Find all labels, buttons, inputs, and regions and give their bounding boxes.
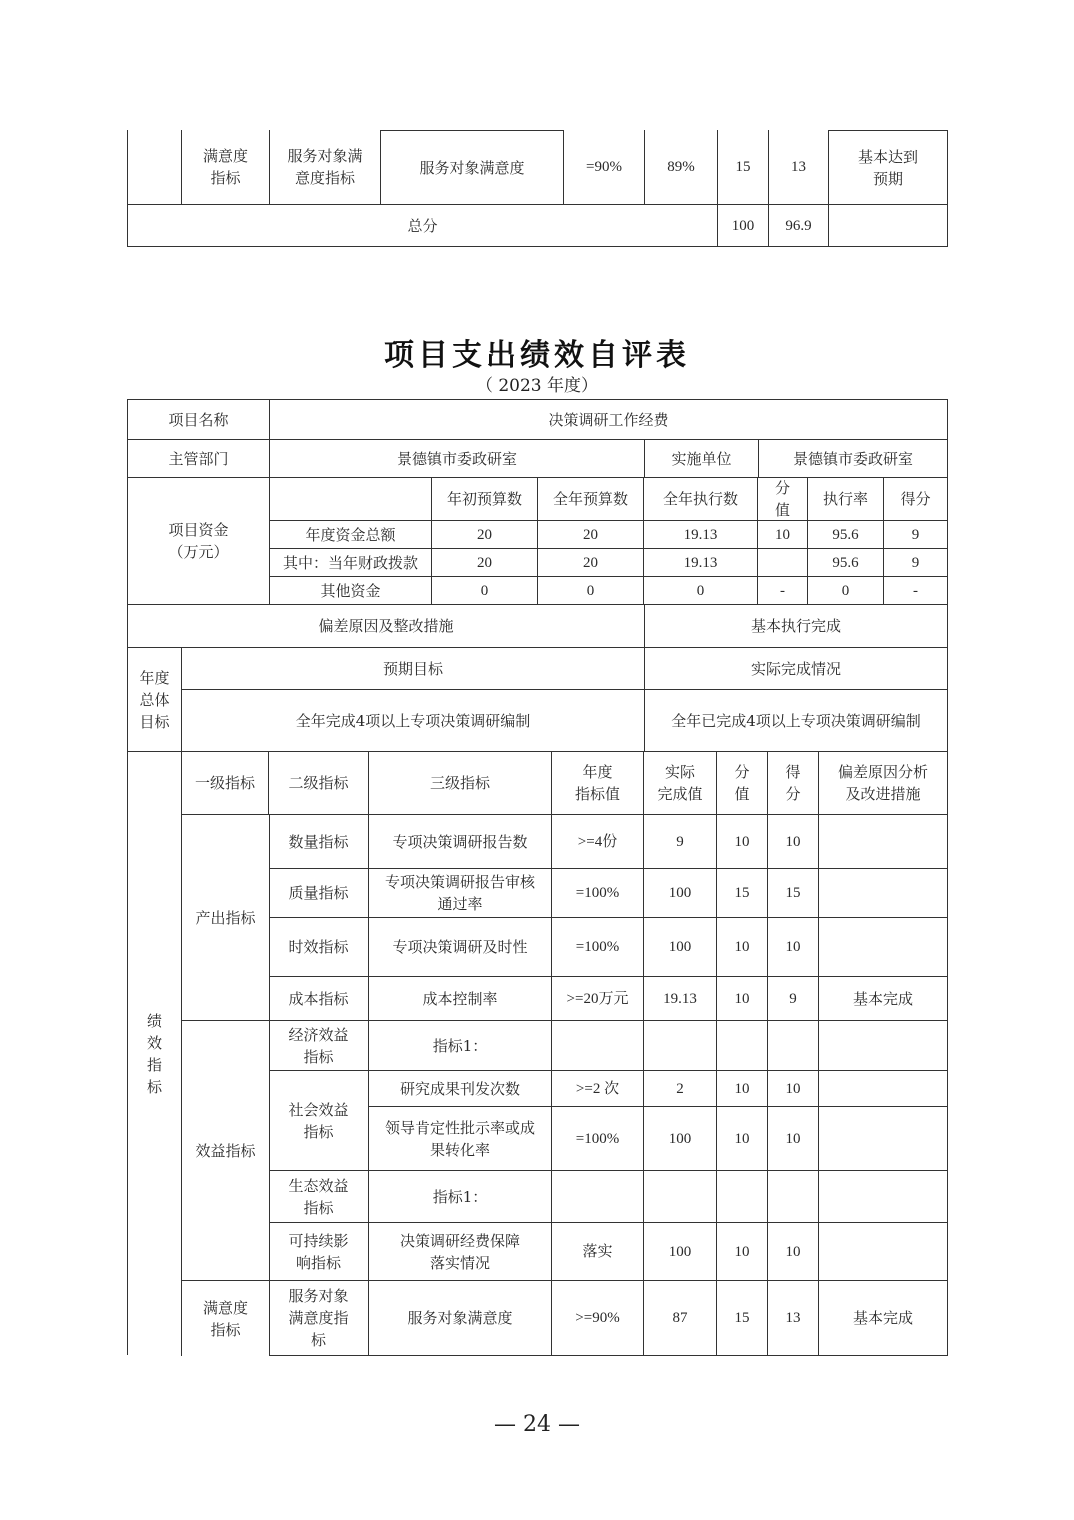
indicator-row-4-target — [552, 1021, 644, 1071]
indicator-row-2-weight — [717, 918, 768, 977]
funds-row-0-value-0-text: 20 — [477, 526, 492, 543]
indicator-row-8-weight — [717, 1223, 768, 1281]
impl-value — [759, 440, 948, 478]
level1-benefit-cell — [182, 1021, 270, 1281]
indicator-row-4-actual — [644, 1021, 717, 1071]
indicator-row-9-remark-text: 基本完成 — [852, 1309, 913, 1327]
funds-row-2-value-1-text: 0 — [586, 582, 595, 599]
indicator-row-9-remark — [819, 1281, 948, 1356]
funds-header-5-text: 得分 — [900, 490, 931, 508]
indicator-row-5-level2 — [269, 1071, 369, 1171]
indicator-header-1 — [269, 752, 369, 815]
deviation-value — [645, 605, 948, 648]
impl-label-text: 实施单位 — [671, 449, 732, 468]
dept-value-text: 景德镇市委政研室 — [396, 449, 517, 468]
level1-benefit-cell-text: 效益指标 — [195, 1141, 256, 1160]
indicator-row-9-target-text: >=90% — [575, 1310, 620, 1326]
indicator-row-3-weight-text: 10 — [734, 990, 750, 1007]
funds-row-1-value-5 — [884, 549, 948, 577]
indicator-row-1-weight — [717, 869, 768, 918]
funds-row-2-value-3 — [758, 577, 808, 605]
funds-row-1-value-2 — [644, 549, 758, 577]
prev-remark-cell — [829, 130, 948, 205]
indicator-row-8-target-text: 落实 — [582, 1243, 613, 1260]
annual-goal-label — [128, 648, 182, 752]
indicator-row-3-score — [768, 977, 819, 1021]
funds-row-label-2 — [270, 577, 432, 605]
actual-goal-value — [645, 690, 948, 752]
indicator-row-3-remark — [819, 977, 948, 1021]
prev-level3-cell — [381, 130, 564, 205]
prev-level1-cell-text: 满意度 指标 — [202, 147, 248, 187]
indicator-header-5-text: 分 值 — [734, 763, 750, 803]
indicator-row-3-remark-text: 基本完成 — [852, 989, 913, 1008]
funds-row-0-value-4-text: 95.6 — [832, 526, 859, 543]
indicator-row-1-level3-text: 专项决策调研报告审核 通过率 — [384, 873, 535, 913]
indicator-row-6-score — [768, 1107, 819, 1171]
indicator-row-6-level3-text: 领导肯定性批示率或成 果转化率 — [384, 1118, 535, 1159]
prev-level3-cell-text: 服务对象满意度 — [419, 158, 525, 177]
funds-header-1-text: 全年预算数 — [552, 490, 628, 508]
expected-goal-header-text: 预期目标 — [382, 659, 443, 678]
funds-row-label-0 — [270, 521, 432, 549]
indicator-row-4-weight — [717, 1021, 768, 1071]
prev-blank-cell — [128, 130, 182, 205]
indicator-row-4-level2 — [269, 1021, 369, 1071]
indicator-row-3-actual — [644, 977, 717, 1021]
prev-weight-cell — [718, 130, 769, 205]
indicator-row-1-weight-text: 15 — [734, 885, 750, 901]
funds-row-2-value-5-text: - — [913, 582, 918, 599]
indicator-row-2-score-text: 10 — [785, 939, 801, 955]
funds-row-1-value-5-text: 9 — [911, 554, 920, 571]
indicator-row-0-level2 — [269, 815, 369, 869]
indicator-row-6-weight — [717, 1107, 768, 1171]
indicator-row-5-weight — [717, 1071, 768, 1107]
indicator-row-4-level3-text: 指标1： — [432, 1036, 488, 1055]
indicator-row-3-score-text: 9 — [789, 990, 797, 1007]
page-title: 项目支出绩效自评表 — [384, 338, 690, 373]
indicator-row-6-actual-text: 100 — [668, 1130, 692, 1147]
funds-row-1-value-4 — [808, 549, 884, 577]
indicator-row-3-level3 — [369, 977, 552, 1021]
indicator-row-7-remark — [819, 1171, 948, 1223]
indicator-row-2-weight-text: 10 — [734, 939, 750, 955]
deviation-value-text: 基本执行完成 — [750, 617, 841, 635]
funds-label-text: 项目资金 （万元） — [168, 521, 229, 561]
funds-row-0-value-1-text: 20 — [583, 526, 598, 543]
indicator-row-0-level2-text: 数量指标 — [288, 832, 349, 851]
indicator-row-8-weight-text: 10 — [734, 1243, 750, 1260]
prev-actual-cell — [645, 130, 718, 205]
indicator-row-9-level3-text: 服务对象满意度 — [407, 1309, 513, 1327]
funds-row-label-1 — [270, 549, 432, 577]
indicator-row-9-target — [552, 1281, 644, 1356]
deviation-label-text: 偏差原因及整改措施 — [318, 617, 454, 635]
indicator-row-2-target-text: =100% — [575, 939, 620, 955]
prev-score-cell-text: 13 — [791, 159, 806, 175]
indicator-row-1-score — [768, 869, 819, 918]
indicator-row-2-actual-text: 100 — [668, 939, 692, 955]
indicator-row-4-remark — [819, 1021, 948, 1071]
funds-row-2-value-0 — [432, 577, 538, 605]
indicator-row-5-weight-text: 10 — [734, 1080, 750, 1097]
indicator-row-8-level3-text: 决策调研经费保障 落实情况 — [399, 1231, 520, 1272]
funds-header-2 — [644, 478, 758, 521]
indicator-row-1-level2-text: 质量指标 — [288, 884, 349, 902]
indicator-header-2-text: 三级指标 — [429, 774, 490, 792]
expected-goal-header — [182, 648, 645, 690]
indicator-row-3-target — [552, 977, 644, 1021]
indicator-row-7-actual — [644, 1171, 717, 1223]
prev-level2-cell-text: 服务对象满 意度指标 — [287, 147, 363, 187]
total-remark-cell — [829, 205, 948, 247]
indicator-row-0-score-text: 10 — [785, 833, 801, 850]
indicator-row-9-weight — [717, 1281, 768, 1356]
funds-row-0-value-5 — [884, 521, 948, 549]
indicator-row-5-actual — [644, 1071, 717, 1107]
funds-row-1-value-3 — [758, 549, 808, 577]
indicator-row-0-weight — [717, 815, 768, 869]
funds-row-0-value-5-text: 9 — [911, 526, 920, 543]
funds-row-0-value-3-text: 10 — [775, 526, 790, 543]
funds-row-0-value-1 — [538, 521, 644, 549]
indicator-header-6 — [768, 752, 819, 815]
indicator-row-2-level3 — [369, 918, 552, 977]
funds-header-4-text: 执行率 — [822, 490, 868, 508]
total-weight-cell-text: 100 — [731, 217, 755, 234]
funds-header-5 — [884, 478, 948, 521]
indicator-row-5-score — [768, 1071, 819, 1107]
indicator-row-0-target-text: >=4份 — [577, 833, 618, 850]
indicator-header-0 — [182, 752, 269, 815]
indicator-row-3-weight — [717, 977, 768, 1021]
funds-row-2-value-2-text: 0 — [696, 582, 705, 599]
dept-value — [270, 440, 645, 478]
indicator-row-5-level2-text: 社会效益 指标 — [288, 1100, 349, 1141]
indicator-row-0-remark — [819, 815, 948, 869]
project-name-label — [128, 400, 270, 440]
indicators-section-label-text: 绩 效 指 标 — [146, 1012, 162, 1096]
funds-row-2-value-4-text: 0 — [841, 582, 850, 599]
expected-goal-value — [182, 690, 645, 752]
indicator-row-7-level3-text: 指标1： — [432, 1187, 488, 1206]
indicator-row-9-weight-text: 15 — [734, 1310, 750, 1326]
deviation-label — [128, 605, 645, 648]
prev-actual-cell-text: 89% — [667, 159, 695, 175]
funds-row-2-value-2 — [644, 577, 758, 605]
indicator-row-0-weight-text: 10 — [734, 833, 750, 850]
indicator-row-9-level2 — [269, 1281, 369, 1356]
funds-header-2-text: 全年执行数 — [662, 490, 738, 508]
indicator-row-9-level3 — [369, 1281, 552, 1356]
indicator-row-0-score — [768, 815, 819, 869]
indicator-row-2-target — [552, 918, 644, 977]
prev-remark-cell-text: 基本达到 预期 — [857, 147, 918, 188]
indicator-row-5-level3-text: 研究成果刊发次数 — [399, 1079, 520, 1098]
level1-satisfaction-cell-text: 满意度 指标 — [202, 1298, 248, 1339]
impl-label — [645, 440, 759, 478]
indicator-header-6-text: 得 分 — [785, 763, 801, 803]
indicator-row-7-weight — [717, 1171, 768, 1223]
prev-target-cell-text: =90% — [586, 159, 622, 175]
indicator-row-2-level2 — [269, 918, 369, 977]
indicator-header-4 — [644, 752, 717, 815]
funds-header-4 — [808, 478, 884, 521]
actual-goal-header — [645, 648, 948, 690]
indicator-row-9-score — [768, 1281, 819, 1356]
prev-level1-cell — [182, 130, 270, 205]
indicator-header-3-text: 年度 指标值 — [574, 763, 620, 803]
total-label-cell — [128, 205, 718, 247]
indicator-row-6-score-text: 10 — [785, 1130, 801, 1147]
indicator-row-8-level3 — [369, 1223, 552, 1281]
indicator-row-5-actual-text: 2 — [676, 1080, 684, 1097]
indicator-row-5-target — [552, 1071, 644, 1107]
funds-row-0-value-2 — [644, 521, 758, 549]
indicator-row-1-remark — [819, 869, 948, 918]
funds-header-blank — [270, 478, 432, 521]
prev-score-cell — [769, 130, 829, 205]
funds-row-0-value-3 — [758, 521, 808, 549]
prev-target-cell — [564, 130, 645, 205]
indicator-row-4-level3 — [369, 1021, 552, 1071]
indicator-row-1-level2 — [269, 869, 369, 918]
funds-row-0-value-0 — [432, 521, 538, 549]
indicator-row-8-level2 — [269, 1223, 369, 1281]
funds-row-2-value-4 — [808, 577, 884, 605]
annual-goal-label-text: 年度 总体 目标 — [139, 668, 170, 731]
page-number: — 24 — — [494, 1412, 580, 1437]
indicator-header-0-text: 一级指标 — [194, 774, 255, 792]
funds-header-3 — [758, 478, 808, 521]
indicator-row-3-level2 — [269, 977, 369, 1021]
funds-row-2-value-0-text: 0 — [480, 582, 489, 599]
indicator-header-5 — [717, 752, 768, 815]
funds-row-1-value-0-text: 20 — [477, 554, 492, 571]
funds-row-1-value-0 — [432, 549, 538, 577]
indicator-row-2-remark — [819, 918, 948, 977]
indicator-header-3 — [552, 752, 644, 815]
funds-header-0 — [432, 478, 538, 521]
indicator-header-1-text: 二级指标 — [288, 774, 349, 792]
indicator-row-6-target-text: =100% — [575, 1130, 620, 1147]
project-name-value-text: 决策调研工作经费 — [548, 410, 669, 429]
indicator-row-9-level2-text: 服务对象 满意度指 标 — [288, 1287, 349, 1349]
indicator-row-9-score-text: 13 — [785, 1310, 801, 1326]
dept-label — [128, 440, 270, 478]
indicator-row-8-remark — [819, 1223, 948, 1281]
indicator-row-5-remark — [819, 1071, 948, 1107]
indicator-row-2-score — [768, 918, 819, 977]
funds-label — [128, 478, 270, 605]
indicator-row-4-level2-text: 经济效益 指标 — [288, 1025, 349, 1066]
funds-row-1-value-1 — [538, 549, 644, 577]
indicator-row-1-level3 — [369, 869, 552, 918]
indicator-row-2-actual — [644, 918, 717, 977]
indicator-row-2-level2-text: 时效指标 — [288, 938, 349, 956]
total-label-cell-text: 总分 — [407, 216, 438, 235]
indicator-row-8-actual-text: 100 — [668, 1243, 692, 1260]
indicator-row-9-actual-text: 87 — [672, 1310, 688, 1326]
indicator-row-5-score-text: 10 — [785, 1080, 801, 1097]
funds-header-1 — [538, 478, 644, 521]
project-name-value — [270, 400, 948, 440]
indicator-row-7-level2-text: 生态效益 指标 — [288, 1176, 349, 1217]
indicator-header-7 — [819, 752, 948, 815]
indicator-row-3-level2-text: 成本指标 — [288, 989, 349, 1008]
funds-header-3-text: 分 值 — [774, 479, 790, 519]
indicator-row-8-target — [552, 1223, 644, 1281]
indicator-row-8-score — [768, 1223, 819, 1281]
funds-row-2-value-3-text: - — [780, 582, 785, 599]
indicator-header-4-text: 实际 完成值 — [657, 763, 703, 803]
indicator-row-7-level3 — [369, 1171, 552, 1223]
funds-row-1-value-2-text: 19.13 — [683, 554, 718, 571]
indicator-row-0-level3-text: 专项决策调研报告数 — [392, 832, 528, 851]
level1-output-cell — [182, 815, 270, 1021]
funds-row-label-0-text: 年度资金总额 — [305, 525, 396, 544]
indicator-row-1-score-text: 15 — [785, 885, 801, 901]
total-weight-cell — [718, 205, 769, 247]
indicator-row-1-actual-text: 100 — [668, 885, 692, 901]
indicator-row-5-target-text: >=2 次 — [575, 1080, 620, 1097]
funds-row-1-value-4-text: 95.6 — [832, 554, 859, 571]
level1-output-cell-text: 产出指标 — [195, 908, 256, 927]
prev-weight-cell-text: 15 — [735, 159, 751, 175]
indicator-row-6-remark — [819, 1107, 948, 1171]
funds-row-2-value-5 — [884, 577, 948, 605]
funds-row-0-value-2-text: 19.13 — [683, 526, 718, 543]
indicator-row-6-weight-text: 10 — [734, 1130, 750, 1147]
actual-goal-value-text: 全年已完成4项以上专项决策调研编制 — [671, 711, 921, 730]
indicator-row-9-actual — [644, 1281, 717, 1356]
actual-goal-header-text: 实际完成情况 — [750, 659, 841, 678]
funds-row-0-value-4 — [808, 521, 884, 549]
indicator-row-8-level2-text: 可持续影 响指标 — [288, 1231, 349, 1272]
indicator-row-1-actual — [644, 869, 717, 918]
total-score-cell-text: 96.9 — [785, 217, 812, 234]
indicator-row-7-score — [768, 1171, 819, 1223]
indicator-row-7-target — [552, 1171, 644, 1223]
indicator-row-3-level3-text: 成本控制率 — [422, 989, 498, 1008]
impl-value-text: 景德镇市委政研室 — [792, 449, 913, 468]
indicator-row-0-target — [552, 815, 644, 869]
indicator-row-8-actual — [644, 1223, 717, 1281]
funds-row-1-value-1-text: 20 — [583, 554, 598, 571]
level1-satisfaction-cell — [182, 1281, 270, 1356]
indicator-header-7-text: 偏差原因分析 及改进措施 — [837, 763, 928, 803]
indicator-row-3-target-text: >=20万元 — [566, 990, 629, 1007]
indicator-row-6-actual — [644, 1107, 717, 1171]
indicator-row-7-level2 — [269, 1171, 369, 1223]
funds-row-2-value-1 — [538, 577, 644, 605]
indicator-row-1-target-text: =100% — [575, 885, 620, 901]
indicator-row-5-level3 — [369, 1071, 552, 1107]
dept-label-text: 主管部门 — [168, 449, 229, 468]
project-name-label-text: 项目名称 — [168, 410, 229, 429]
indicator-row-8-score-text: 10 — [785, 1243, 801, 1260]
year-subtitle: （ 2023 年度） — [475, 376, 599, 396]
indicator-row-6-level3 — [369, 1107, 552, 1171]
indicator-row-1-target — [552, 869, 644, 918]
indicator-row-0-level3 — [369, 815, 552, 869]
indicator-row-0-actual-text: 9 — [676, 833, 684, 850]
total-score-cell — [769, 205, 829, 247]
funds-row-label-1-text: 其中：当年财政拨款 — [282, 553, 418, 572]
prev-level2-cell — [270, 130, 381, 205]
funds-row-label-2-text: 其他资金 — [320, 581, 381, 600]
funds-header-0-text: 年初预算数 — [446, 490, 522, 508]
indicator-row-2-level3-text: 专项决策调研及时性 — [392, 938, 528, 956]
indicator-row-0-actual — [644, 815, 717, 869]
indicator-header-2 — [369, 752, 552, 815]
indicators-section-label — [128, 752, 182, 1356]
indicator-row-6-target — [552, 1107, 644, 1171]
indicator-row-3-actual-text: 19.13 — [663, 990, 697, 1007]
expected-goal-value-text: 全年完成4项以上专项决策调研编制 — [295, 711, 531, 730]
indicator-row-4-score — [768, 1021, 819, 1071]
